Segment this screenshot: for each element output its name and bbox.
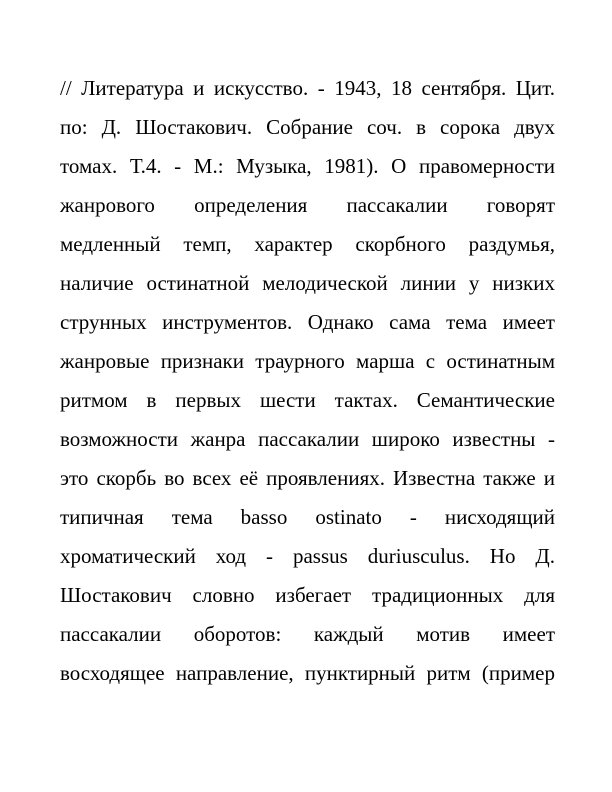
body-text: [60, 75, 555, 699]
text-line: // Литература и искусство. - 1943, 18 сентября. Цит.: [60, 76, 555, 100]
text-line: жанровые признаки траурного марша с остинатным: [60, 349, 555, 373]
text-line: медленный темп, характер скорбного раздумья,: [60, 232, 555, 256]
text-line: пассакалии оборотов: каждый мотив имеет: [60, 622, 555, 646]
text-line: ритмом в первых шести тактах. Семантические: [60, 388, 555, 412]
text-line: хроматический ход - passus duriusculus. Но Д.: [60, 544, 555, 568]
text-line: восходящее направление, пунктирный ритм (пример: [60, 661, 555, 685]
text-line: возможности жанра пассакалии широко известны -: [60, 427, 555, 451]
text-line: Шостакович словно избегает традиционных для: [60, 583, 555, 607]
text-line: томах. Т.4. - М.: Музыка, 1981). О правомерности: [60, 154, 555, 178]
text-line: жанрового определения пассакалии говорят: [60, 193, 555, 217]
text-line: наличие остинатной мелодической линии у низких: [60, 271, 555, 295]
text-line: по: Д. Шостакович. Собрание соч. в сорока двух: [60, 115, 555, 139]
text-line: это скорбь во всех её проявлениях. Известна также и: [60, 466, 555, 490]
text-line: струнных инструментов. Однако сама тема имеет: [60, 310, 555, 334]
text-line: типичная тема basso ostinato - нисходящий: [60, 505, 555, 529]
